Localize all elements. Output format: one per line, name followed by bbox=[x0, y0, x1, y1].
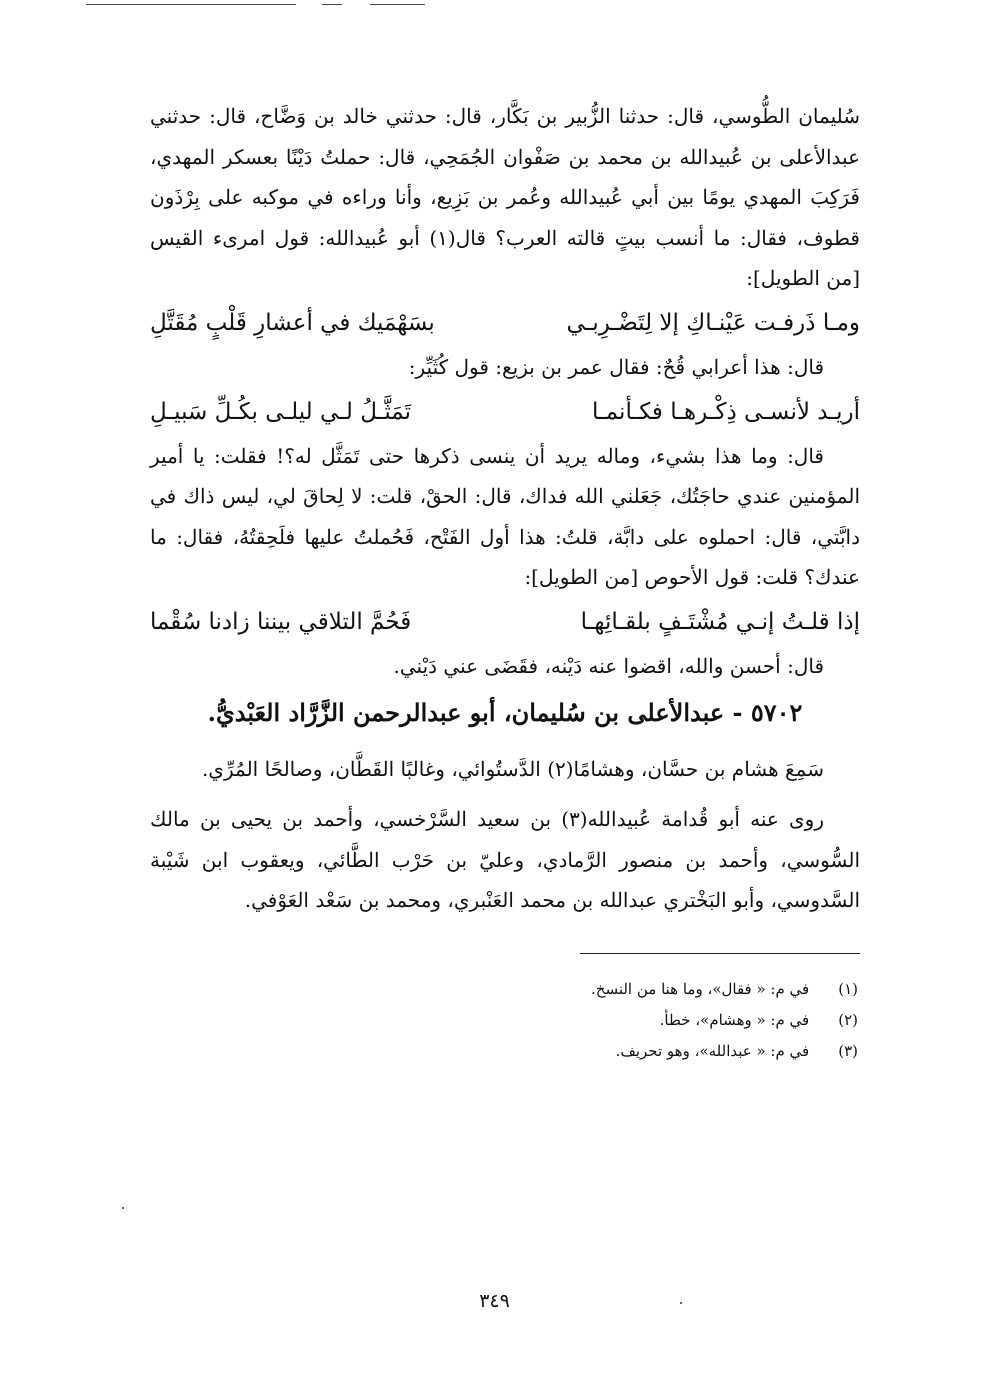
paragraph-gap bbox=[150, 789, 860, 799]
verse-3-second-hemistich: فَحُمَّ التلاقي بيننا زادنا سُقْما bbox=[150, 608, 412, 635]
top-rule-mid bbox=[322, 4, 342, 5]
footnotes bbox=[150, 974, 860, 1067]
verse-1-first-hemistich: ومـا ذَرفـت عَيْنـاكِ إلا لِتَضْـرِبـي bbox=[566, 309, 860, 336]
entry-title: ٥٧٠٢ - عبدالأعلى بن سُليمان، أبو عبدالرحمن الزَّرَّاد العَبْديُّ. bbox=[207, 697, 803, 727]
footnote bbox=[150, 1036, 860, 1067]
footnote-text: في م: « عبدالله»، وهو تحريف. bbox=[615, 1041, 810, 1060]
footnote-rule bbox=[580, 953, 860, 954]
scan-speck bbox=[680, 1302, 682, 1304]
footnote-text: في م: « وهشام»، خطأ. bbox=[659, 1010, 810, 1029]
scan-speck bbox=[122, 1207, 124, 1209]
footnote bbox=[150, 1005, 860, 1036]
footnote-text: في م: « فقال»، وما هنا من النسخ. bbox=[591, 979, 810, 998]
verse-3-first-hemistich: إذا قلـتُ إنـي مُشْتَـفٍ بلقـائِهـا bbox=[580, 608, 860, 635]
top-rule-right bbox=[370, 4, 425, 5]
page-number: ٣٤٩ bbox=[479, 1290, 510, 1312]
verse-2-second-hemistich: تَمَثَّـلُ لـي ليلـى بكُـلِّ سَبيـلِ bbox=[150, 398, 411, 425]
verse-1 bbox=[150, 299, 860, 347]
footnote-number: (٢) bbox=[838, 1010, 858, 1029]
entry-paragraph-1: سَمِعَ هشام بن حسَّان، وهشامًا(٢) الدَّستُوائي، وغالبًا القَطَّان، وصالحًا المُرِّي. bbox=[201, 756, 824, 781]
top-rule-left bbox=[86, 4, 296, 5]
footnote-number: (٣) bbox=[838, 1041, 858, 1060]
verse-3 bbox=[150, 598, 860, 646]
page-content bbox=[150, 96, 860, 1067]
footnote bbox=[150, 974, 860, 1005]
verse-1-second-hemistich: بسَهْمَيك في أعشارِ قَلْبٍ مُقَتَّلِ bbox=[150, 309, 435, 336]
paragraph-1: سُليمان الطُّوسي، قال: حدثنا الزُّبير بن بَكَّار، قال: حدثني خالد بن وَضَّاح، قال: حدثني عبدالأعلى بن عُبيدالله بن محمد بن صَفْوان الجُمَحِي، قال: حملتُ دَيْنًا بعسكر المهدي، فَرَكِبَ المهدي يومًا بين أبي عُبيدالله وعُمر بن بَزِيع، وأنا وراءه في موكبه على بِرْذَون قطوف، فقال: ما أنسب بيتٍ قالته العرب؟ قال(١) أبو عُبيدالله: قول امرىء القيس [من الطويل]: bbox=[150, 104, 860, 291]
verse-2 bbox=[150, 388, 860, 436]
paragraph-2: قال: هذا أعرابي قُحٌ: فقال عمر بن بزيع: قول كُثَيِّر: bbox=[408, 354, 824, 379]
entry-paragraph-2: روى عنه أبو قُدامة عُبيدالله(٣) بن سعيد السَّرْخسي، وأحمد بن يحيى بن مالك السُّوسي، وأحمد بن منصور الرَّمادي، وعليّ بن حَرْب الطَّائي، ويعقوب ابن شَيْبة السَّدوسي، وأبو البَخْتري عبدالله بن محمد العَنْبري، ومحمد بن سَعْد العَوْفي. bbox=[150, 807, 860, 913]
verse-2-first-hemistich: أريـد لأنسـى ذِكْـرهـا فكـأنمـا bbox=[592, 398, 860, 425]
paragraph-3: قال: وما هذا بشيء، وماله يريد أن ينسى ذكرها حتى تَمَثَّل له؟! فقلت: يا أمير المؤمنين عندي حاجَتُك، جَعَلني الله فداك، قال: الحقْ، قلت: لا لِحاقَ لي، ليس ذاك في دابَّتي، قال: احملوه على دابَّة، قلتُ: هذا أول الفَتْح، فَحُملتُ عليها فلَحِقتُهُ، فقال: ما عندك؟ قلت: قول الأحوص [من الطويل]: bbox=[150, 443, 860, 590]
paragraph-4: قال: أحسن والله، اقضوا عنه دَيْنه، فقَضَى عني دَيْني. bbox=[393, 653, 824, 678]
footnote-number: (١) bbox=[838, 979, 858, 998]
